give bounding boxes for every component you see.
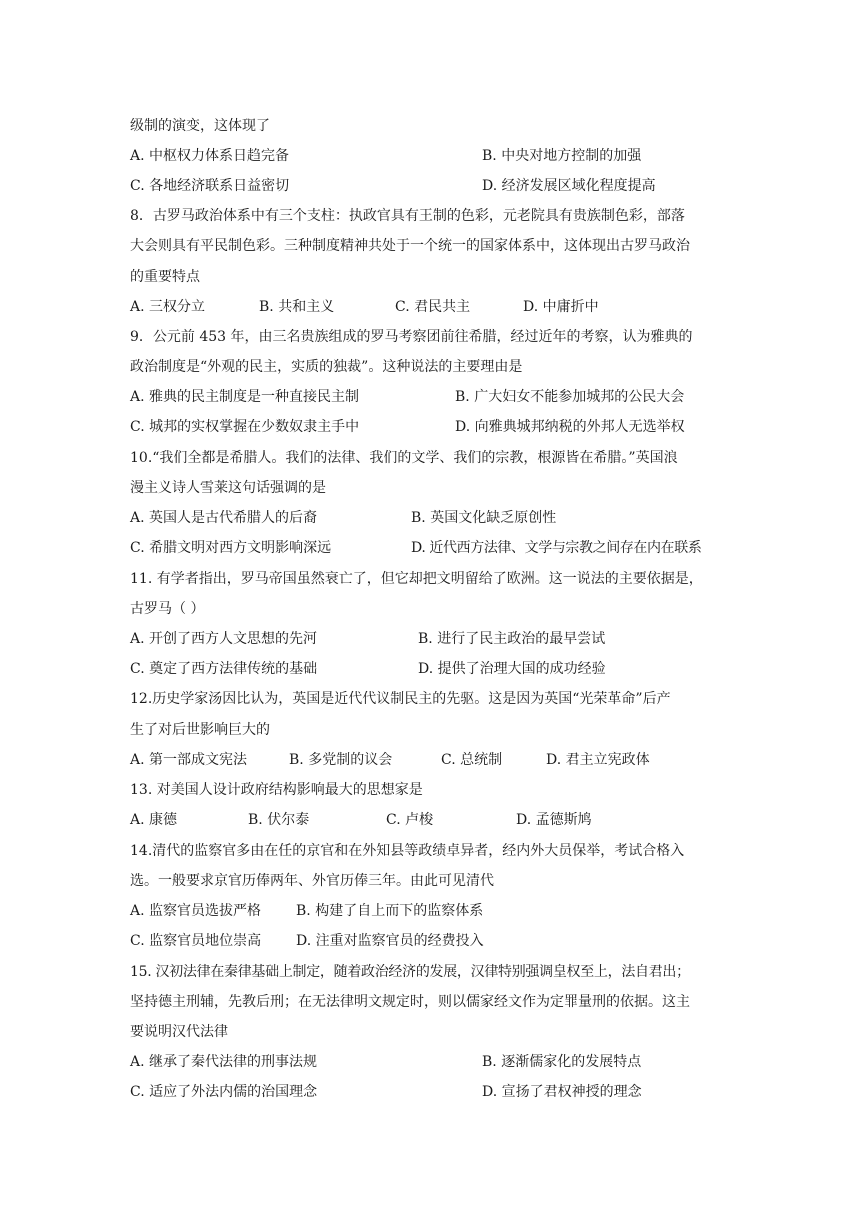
q13-option-b: B. 伏尔泰 (248, 812, 310, 828)
q15-option-b: B. 逐渐儒家化的发展特点 (482, 1054, 642, 1070)
q13-option-c: C. 卢梭 (386, 812, 434, 828)
q8-option-a: A. 三权分立 (130, 299, 206, 315)
q7-option-d: D. 经济发展区域化程度提高 (482, 178, 656, 194)
q15-option-d: D. 宣扬了君权神授的理念 (482, 1084, 642, 1100)
q9-option-b: B. 广大妇女不能参加城邦的公民大会 (455, 389, 685, 405)
q9-option-a: A. 雅典的民主制度是一种直接民主制 (130, 389, 360, 405)
q10-stem-line-2: 漫主义诗人雪莱这句话强调的是 (130, 480, 326, 496)
q12-stem-line-1: 12.历史学家汤因比认为，英国是近代代议制民主的先驱。这是因为英国“光荣革命”后产 (130, 691, 671, 707)
q14-stem-line-2: 选。一般要求京官历俸两年、外官历俸三年。由此可见清代 (130, 873, 494, 889)
q8-stem-line-3: 的重要特点 (130, 269, 200, 285)
q10-stem-line-1: 10.“我们全都是希腊人。我们的法律、我们的文学、我们的宗教，根源皆在希腊。”英国浪 (130, 450, 678, 466)
q11-option-d: D. 提供了治理大国的成功经验 (418, 661, 606, 677)
q15-stem-line-1: 15. 汉初法律在秦律基础上制定，随着政治经济的发展，汉律特别强调皇权至上，法自君出； (130, 964, 690, 980)
q7-option-c: C. 各地经济联系日益密切 (130, 178, 290, 194)
q15-option-c: C. 适应了外法内儒的治国理念 (130, 1084, 318, 1100)
q13-stem-line-1: 13. 对美国人设计政府结构影响最大的思想家是 (130, 782, 423, 798)
q10-option-b: B. 英国文化缺乏原创性 (411, 510, 557, 526)
q12-option-b: B. 多党制的议会 (289, 752, 393, 768)
q14-option-b: B. 构建了自上而下的监察体系 (296, 903, 484, 919)
q11-option-b: B. 进行了民主政治的最早尝试 (418, 631, 606, 647)
q10-option-a: A. 英国人是古代希腊人的后裔 (130, 510, 318, 526)
q7-stem-line-1: 级制的演变，这体现了 (130, 118, 270, 134)
q8-option-b: B. 共和主义 (259, 299, 335, 315)
q10-option-c: C. 希腊文明对西方文明影响深远 (130, 540, 332, 556)
q9-stem-line-2: 政治制度是“外观的民主，实质的独裁”。这种说法的主要理由是 (130, 359, 523, 375)
q14-stem-line-1: 14.清代的监察官多由在任的京官和在外知县等政绩卓异者，经内外大员保举，考试合格入 (130, 843, 685, 859)
q9-option-c: C. 城邦的实权掌握在少数奴隶主手中 (130, 419, 360, 435)
q13-option-a: A. 康德 (130, 812, 178, 828)
q12-option-d: D. 君主立宪政体 (546, 752, 650, 768)
q8-stem-line-2: 大会则具有平民制色彩。三种制度精神共处于一个统一的国家体系中，这体现出古罗马政治 (130, 238, 690, 254)
q11-option-c: C. 奠定了西方法律传统的基础 (130, 661, 318, 677)
q12-stem-line-2: 生了对后世影响巨大的 (130, 722, 270, 738)
q8-option-c: C. 君民共主 (395, 299, 471, 315)
q9-option-d: D. 向雅典城邦纳税的外邦人无选举权 (455, 419, 685, 435)
q11-stem-line-1: 11. 有学者指出，罗马帝国虽然衰亡了，但它却把文明留给了欧洲。这一说法的主要依据是， (130, 571, 703, 587)
q13-option-d: D. 孟德斯鸠 (516, 812, 592, 828)
q14-option-c: C. 监察官员地位崇高 (130, 933, 262, 949)
q7-option-a: A. 中枢权力体系日趋完备 (130, 148, 290, 164)
q9-stem-line-1: 9．公元前 453 年，由三名贵族组成的罗马考察团前往希腊，经过近年的考察，认为雅典的 (130, 329, 693, 345)
q8-option-d: D. 中庸折中 (523, 299, 599, 315)
q7-option-b: B. 中央对地方控制的加强 (482, 148, 642, 164)
q15-option-a: A. 继承了秦代法律的刑事法规 (130, 1054, 318, 1070)
q11-option-a: A. 开创了西方人文思想的先河 (130, 631, 318, 647)
q15-stem-line-3: 要说明汉代法律 (130, 1024, 228, 1040)
q11-stem-line-2: 古罗马（ ） (130, 601, 205, 617)
q10-option-d: D. 近代西方法律、文学与宗教之间存在内在联系 (411, 540, 702, 556)
q15-stem-line-2: 坚持德主刑辅，先教后刑；在无法律明文规定时，则以儒家经文作为定罪量刑的依据。这主 (130, 994, 690, 1010)
q12-option-c: C. 总统制 (441, 752, 503, 768)
q14-option-a: A. 监察官员选拔严格 (130, 903, 262, 919)
q14-option-d: D. 注重对监察官员的经费投入 (296, 933, 484, 949)
q8-stem-line-1: 8．古罗马政治体系中有三个支柱：执政官具有王制的色彩，元老院具有贵族制色彩，部落 (130, 208, 685, 224)
q12-option-a: A. 第一部成文宪法 (130, 752, 248, 768)
